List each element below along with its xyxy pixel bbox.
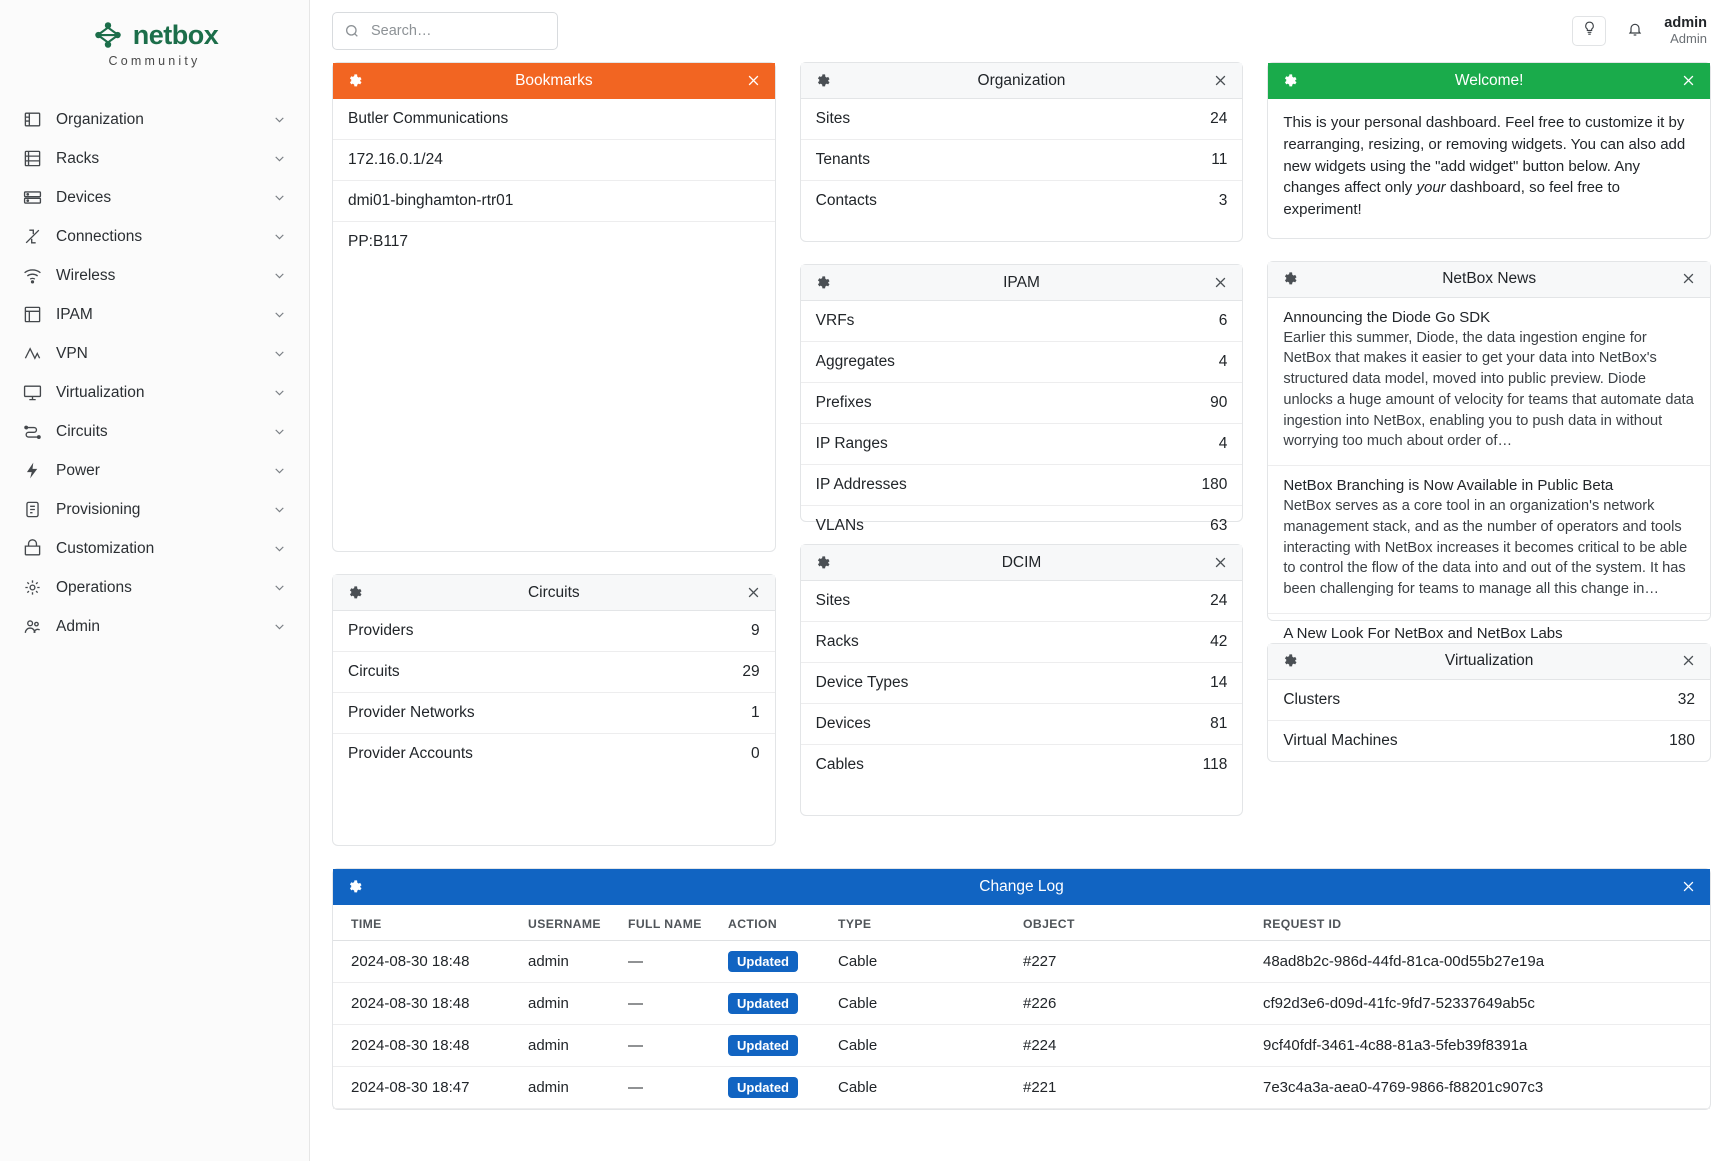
sidebar-item-organization[interactable] [0,100,309,139]
user-name: admin [1664,15,1707,32]
sidebar-item-circuits[interactable] [0,412,309,451]
stat-row[interactable] [801,663,1243,704]
widget-header [1268,644,1710,680]
cell-action [718,1025,828,1067]
gear-icon[interactable] [346,73,362,89]
close-icon[interactable] [1213,275,1229,291]
widget-body [801,581,1243,785]
brand-subtitle: Community [108,54,201,68]
bookmark-item[interactable]: dmi01-binghamton-rtr01 [333,181,775,222]
sidebar-item-label: Connections [56,227,143,245]
cell-action [718,983,828,1025]
cell-username: admin [518,941,618,983]
main-area [310,0,1733,1161]
widget-body [1268,298,1710,657]
stat-value: 6 [1218,312,1228,329]
stat-label: Virtual Machines [1283,731,1398,749]
stat-value: 81 [1210,715,1228,732]
chevron-down-icon [273,581,287,595]
brand-name: netbox [132,19,219,50]
cell-time[interactable]: 2024-08-30 18:48 [333,983,518,1025]
gear-icon[interactable] [814,73,830,89]
stat-value: 0 [751,745,760,762]
widget-welcome [1267,62,1711,239]
widget-column-3 [1267,62,1711,762]
stat-label: Sites [815,592,851,609]
user-menu[interactable] [1664,15,1711,47]
widget-organization [800,62,1244,242]
cell-type: Cable [828,941,1013,983]
bell-icon [1627,21,1643,41]
chevron-down-icon [273,542,287,556]
news-title: A New Look For NetBox and NetBox Labs [1283,624,1563,642]
cell-fullname: — [618,983,718,1025]
stat-row[interactable] [333,693,775,734]
close-icon[interactable] [746,585,762,601]
search-box[interactable] [332,12,558,50]
table-row [333,1025,1710,1067]
chevron-down-icon [273,425,287,439]
close-icon[interactable] [1213,73,1229,89]
chevron-down-icon [273,464,287,478]
widget-title: Bookmarks [515,71,593,89]
stat-row[interactable] [801,506,1243,546]
widget-title: NetBox News [1442,270,1537,288]
status-badge: Updated [728,1035,798,1056]
cell-username: admin [518,1067,618,1109]
cell-type: Cable [828,983,1013,1025]
widget-body [801,99,1243,221]
column-header-fullname: FULL NAME [618,905,718,941]
stat-row[interactable] [801,383,1243,424]
sidebar-item-operations[interactable] [0,568,309,607]
wireless-icon [22,266,42,286]
search-input[interactable] [332,12,558,50]
connections-icon [22,227,42,247]
stat-row[interactable] [333,734,775,774]
news-text: NetBox serves as a core tool in an organization's network management stack, and as the number of operators and tools interacting with NetBox increases it becomes critical to be able to control the flow of the data into and out of the system. It has been challenging for teams to manage all this change in… [1283,498,1688,597]
close-icon[interactable] [1681,879,1697,895]
table-row [333,941,1710,983]
sidebar-item-label: Wireless [56,266,116,284]
organization-icon [22,110,42,130]
widget-title: IPAM [1003,273,1040,291]
stat-row[interactable] [333,652,775,693]
stat-row[interactable] [801,140,1243,181]
close-icon[interactable] [746,73,762,89]
cell-time[interactable]: 2024-08-30 18:47 [333,1067,518,1109]
widget-header [333,63,775,99]
bookmark-item[interactable]: 172.16.0.1/24 [333,140,775,181]
netbox-logo-icon [91,18,125,52]
widget-body [333,99,775,262]
column-header-action: ACTION [718,905,828,941]
stat-row[interactable] [333,611,775,652]
stat-label: VLANs [815,517,864,534]
sidebar-item-admin[interactable] [0,607,309,646]
stat-value: 11 [1211,151,1228,168]
stat-value: 90 [1210,394,1228,411]
stat-label: Sites [815,110,851,127]
stat-value: 24 [1210,110,1228,127]
stat-row[interactable] [801,704,1243,745]
widget-dcim [800,544,1244,816]
stat-row[interactable] [1268,680,1710,721]
user-role: Admin [1670,30,1707,46]
widget-grid [332,62,1711,846]
widget-header [801,265,1243,301]
widget-header [1268,262,1710,298]
stat-row[interactable] [801,581,1243,622]
widget-title: Circuits [527,583,580,601]
sidebar-item-label: Organization [56,110,144,128]
sidebar-item-provisioning[interactable] [0,490,309,529]
stat-value: 180 [1201,476,1228,493]
devices-icon [22,188,42,208]
stat-value: 24 [1210,592,1228,609]
status-badge: Updated [728,993,798,1014]
gear-icon[interactable] [814,555,830,571]
sidebar-item-label: IPAM [56,305,93,323]
chevron-down-icon [273,113,287,127]
chevron-down-icon [273,191,287,205]
status-badge: Updated [728,1077,798,1098]
vpn-icon [22,344,42,364]
sidebar-item-racks[interactable] [0,139,309,178]
close-icon[interactable] [1681,271,1697,287]
column-header-time: TIME [333,905,518,941]
widget-body [1268,680,1710,761]
chevron-down-icon [273,503,287,517]
news-item[interactable] [1268,298,1710,466]
stat-label: Cables [815,756,864,773]
cell-object[interactable]: #227 [1013,941,1253,983]
cell-username: admin [518,1025,618,1067]
stat-row[interactable] [801,745,1243,785]
admin-icon [22,617,42,637]
cell-fullname: — [618,1067,718,1109]
sidebar-item-power[interactable] [0,451,309,490]
stat-value: 32 [1677,690,1695,708]
table-row [333,1067,1710,1109]
stat-row[interactable] [801,465,1243,506]
sidebar-item-ipam[interactable] [0,295,309,334]
gear-icon[interactable] [346,585,362,601]
stat-label: Racks [815,633,859,650]
stat-label: Tenants [815,151,870,168]
widget-circuits [332,574,776,846]
provisioning-icon [22,500,42,520]
stat-value: 180 [1669,731,1695,749]
chevron-down-icon [273,152,287,166]
sidebar-item-customization[interactable] [0,529,309,568]
top-bar [310,0,1733,62]
power-icon [22,461,42,481]
widget-title: DCIM [1001,553,1042,571]
column-header-request-id: REQUEST ID [1253,905,1710,941]
gear-icon[interactable] [346,879,362,895]
circuits-icon [22,422,42,442]
bookmark-item[interactable]: Butler Communications [333,99,775,140]
cell-fullname: — [618,941,718,983]
widget-change-log [332,868,1711,1110]
welcome-emphasis: your [1416,179,1446,197]
cell-type: Cable [828,1025,1013,1067]
brand[interactable] [0,0,309,78]
stat-row[interactable] [801,99,1243,140]
ipam-icon [22,305,42,325]
stat-value: 42 [1210,633,1228,650]
chevron-down-icon [273,386,287,400]
widget-body [801,301,1243,546]
sidebar-item-connections[interactable] [0,217,309,256]
stat-label: Aggregates [815,353,895,370]
sidebar-item-label: Racks [56,149,100,167]
widget-body [333,611,775,774]
gear-icon[interactable] [1281,271,1297,287]
chevron-down-icon [273,347,287,361]
welcome-text [1268,99,1710,238]
sidebar-item-label: Devices [56,188,112,206]
news-title: Announcing the Diode Go SDK [1283,308,1491,326]
theme-toggle-button[interactable] [1572,16,1606,46]
sidebar-item-label: Provisioning [56,500,141,518]
sidebar-item-vpn[interactable] [0,334,309,373]
stat-label: Contacts [815,192,877,209]
racks-icon [22,149,42,169]
cell-request-id[interactable]: 48ad8b2c-986d-44fd-81ca-00d55b27e19a [1253,941,1710,983]
stat-value: 4 [1218,353,1228,370]
widget-header [801,63,1243,99]
stat-value: 1 [751,704,760,721]
cell-object[interactable]: #226 [1013,983,1253,1025]
cell-fullname: — [618,1025,718,1067]
widget-header [333,869,1710,905]
dashboard-content [310,62,1733,1161]
stat-row[interactable] [801,342,1243,383]
sidebar-item-label: Circuits [56,422,108,440]
gear-icon[interactable] [1281,653,1297,669]
widget-title: Organization [977,71,1066,89]
stat-label: Provider Networks [348,704,475,721]
widget-header [333,575,775,611]
sidebar-item-virtualization[interactable] [0,373,309,412]
widget-ipam [800,264,1244,534]
widget-title: Welcome! [1454,71,1524,89]
operations-icon [22,578,42,598]
status-badge: Updated [728,951,798,972]
stat-row[interactable] [801,181,1243,221]
column-header-type: TYPE [828,905,1013,941]
sidebar [0,0,310,1161]
stat-row[interactable] [1268,721,1710,761]
stat-label: VRFs [815,312,855,329]
widget-title: Virtualization [1444,652,1534,670]
sidebar-item-label: Virtualization [56,383,145,401]
chevron-down-icon [273,269,287,283]
widget-column-1 [332,62,776,846]
close-icon[interactable] [1213,555,1229,571]
widget-title: Change Log [979,877,1064,895]
widget-netbox-news [1267,261,1711,642]
widget-virtualization [1267,643,1711,762]
news-item[interactable] [1268,466,1710,614]
widget-bookmarks [332,62,776,552]
cell-username: admin [518,983,618,1025]
stat-label: Prefixes [815,394,872,411]
stat-value: 4 [1218,435,1228,452]
cell-type: Cable [828,1067,1013,1109]
stat-row[interactable] [801,622,1243,663]
gear-icon[interactable] [814,275,830,291]
chevron-down-icon [273,620,287,634]
chevron-down-icon [273,230,287,244]
sidebar-nav [0,100,309,646]
stat-label: Clusters [1283,690,1341,708]
lightbulb-icon [1582,21,1597,40]
notifications-button[interactable] [1622,16,1648,46]
cell-time[interactable]: 2024-08-30 18:48 [333,1025,518,1067]
sidebar-item-label: Customization [56,539,155,557]
sidebar-item-label: VPN [56,344,88,362]
sidebar-item-wireless[interactable] [0,256,309,295]
welcome-text-before: This is your personal dashboard. Feel free to customize it by rearranging, resizing, or removing widgets. You can also add new widgets using the "add widget" button below. Any changes affect only [1283,114,1686,197]
stat-label: Provider Accounts [348,745,473,762]
cell-action [718,941,828,983]
cell-request-id[interactable]: cf92d3e6-d09d-41fc-9fd7-52337649ab5c [1253,983,1710,1025]
stat-value: 14 [1210,674,1228,691]
stat-label: Devices [815,715,871,732]
sidebar-item-devices[interactable] [0,178,309,217]
virtualization-icon [22,383,42,403]
stat-row[interactable] [801,301,1243,342]
search-icon [344,23,360,39]
column-header-object: OBJECT [1013,905,1253,941]
stat-value: 29 [742,663,760,680]
stat-value: 9 [751,622,760,639]
gear-icon[interactable] [1281,73,1297,89]
stat-label: Circuits [348,663,400,680]
change-log-table [333,905,1710,1109]
close-icon[interactable] [1681,73,1697,89]
stat-value: 63 [1210,517,1228,534]
bookmark-item[interactable]: PP:B117 [348,233,409,250]
column-header-username: USERNAME [518,905,618,941]
cell-object[interactable]: #221 [1013,1067,1253,1109]
stat-value: 118 [1202,756,1228,773]
stat-label: IP Ranges [815,435,888,452]
widget-column-2 [800,62,1244,816]
news-text: Earlier this summer, Diode, the data ingestion engine for NetBox that makes it easier to get your data into NetBox's structured data model, moved into public preview. Diode unlocks a huge amount of velocity for teams that automate data ingestion into NetBox, enabling you to push data in without worrying too much about order of… [1283,329,1694,450]
cell-action [718,1067,828,1109]
sidebar-item-label: Operations [56,578,132,596]
top-bar-right [1572,15,1711,47]
widget-header [801,545,1243,581]
close-icon[interactable] [1681,653,1697,669]
cell-object[interactable]: #224 [1013,1025,1253,1067]
stat-value: 3 [1218,192,1228,209]
widget-header [1268,63,1710,99]
customization-icon [22,539,42,559]
table-row [333,983,1710,1025]
cell-time[interactable]: 2024-08-30 18:48 [333,941,518,983]
stat-label: Providers [348,622,414,639]
stat-label: IP Addresses [815,476,907,493]
stat-label: Device Types [815,674,909,691]
sidebar-item-label: Admin [56,617,100,635]
cell-request-id[interactable]: 7e3c4a3a-aea0-4769-9866-f88201c907c3 [1253,1067,1710,1109]
table-header-row [333,905,1710,941]
sidebar-item-label: Power [56,461,100,479]
stat-row[interactable] [801,424,1243,465]
news-title: NetBox Branching is Now Available in Public Beta [1283,477,1614,495]
chevron-down-icon [273,308,287,322]
cell-request-id[interactable]: 9cf40fdf-3461-4c88-81a3-5feb39f8391a [1253,1025,1710,1067]
welcome-text-after: dashboard, so feel free to experiment! [1283,179,1620,218]
